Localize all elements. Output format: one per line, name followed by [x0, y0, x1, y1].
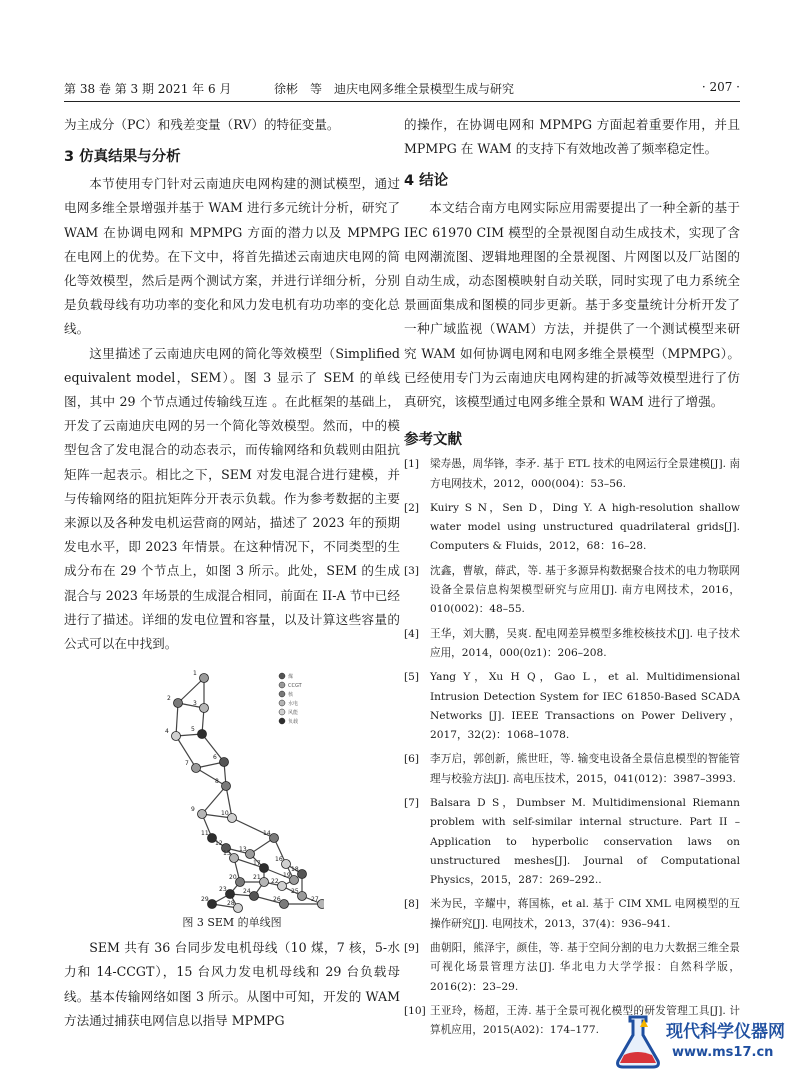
bus-node-label: 24 — [243, 888, 251, 896]
reference-item — [404, 794, 740, 890]
reference-number: [3] — [404, 564, 420, 577]
legend-swatch — [279, 718, 285, 724]
bus-node — [208, 900, 217, 909]
watermark — [608, 1011, 788, 1073]
bus-node — [174, 699, 183, 708]
bus-node — [246, 850, 255, 859]
bus-node — [172, 732, 181, 741]
reference-item — [404, 750, 740, 789]
bus-node — [228, 814, 237, 823]
bus-node — [236, 878, 245, 887]
bus-node-label: 17 — [253, 860, 261, 868]
right-column — [404, 113, 740, 1046]
bus-node-label: 11 — [201, 830, 209, 838]
bus-node — [260, 878, 269, 887]
bus-node-label: 25 — [291, 888, 299, 896]
reference-text: 梁寿愚，周华锋，李矛. 基于 ETL 技术的电网运行全景建模[J]. 南方电网技术，2012，000(004)：53–56. — [430, 458, 740, 490]
legend-label: 负载 — [288, 719, 299, 726]
reference-number: [2] — [404, 501, 420, 514]
paragraph: 为主成分（PC）和残差变量（RV）的特征变量。 — [64, 117, 340, 132]
running-header — [64, 76, 740, 100]
bus-node — [192, 764, 201, 773]
reference-text: Kuiry S N，Sen D，Ding Y. A high-resolution shallow water model using unstructured quadrilateral grids[J]. Computers & Fluids，2012，68：16–28. — [430, 501, 740, 553]
article-running-title: 徐彬 等 迪庆电网多维全景模型生成与研究 — [274, 82, 515, 96]
bus-node — [222, 782, 231, 791]
bus-node — [226, 890, 235, 899]
legend-label: 煤 — [288, 674, 294, 681]
section-heading: 4 结论 — [404, 173, 449, 190]
paragraph: 本文结合南方电网实际应用需要提出了一种全新的基于 IEC 61970 CIM 模型的全景视图自动生成技术，实现了含电网潮流图、逻辑地理图的全景视图、片网图以及厂站图的自动生成，动态图模映射自动关联，同时实现了电力系统全景画面集成和图模的同步更新。基于多变量统计分析开发了一种广域监视（WAM）方法，并提供了一个测试模型来研究 WAM 如何协调电网和电网多维全景模型（MPMPG）。已经使用专门为云南迪庆电网构建的折减等效模型进行了仿真研究，该模型通过电网多维全景和 WAM 进行了增强。 — [404, 200, 740, 410]
transmission-line — [176, 703, 178, 736]
bus-node — [278, 882, 287, 891]
bus-node-label: 28 — [227, 900, 235, 908]
bus-node — [298, 892, 307, 901]
journal-issue: 第 38 卷 第 3 期 2021 年 6 月 — [64, 82, 232, 96]
reference-number: [4] — [404, 627, 420, 640]
bus-node-label: 29 — [201, 896, 209, 904]
bus-node — [250, 892, 259, 901]
reference-text: 李万启，郭创新，熊世旺，等. 输变电设备全景信息模型的智能管理与校验方法[J]. 高电压技术，2015，041(012)：3987–3993. — [430, 753, 740, 785]
legend-swatch — [279, 691, 285, 697]
bus-node-label: 2 — [167, 695, 171, 703]
bus-node-label: 22 — [271, 878, 279, 886]
reference-text: 王亚玲，杨超，王涛. 基于全景可视化模型的研发管理工具[J]. 计算机应用，2015(A02)：174–177. — [430, 1004, 740, 1037]
bus-node — [298, 870, 307, 879]
legend-label: 核 — [288, 692, 294, 699]
legend-label: 水电 — [288, 701, 299, 708]
bus-node — [220, 758, 229, 767]
bus-node-label: 9 — [191, 806, 195, 814]
bus-node-label: 20 — [229, 874, 237, 882]
bus-node-label: 15 — [223, 850, 231, 858]
section-heading: 3 仿真结果与分析 — [64, 149, 181, 166]
transmission-line — [196, 768, 226, 786]
header-rule — [64, 101, 740, 102]
reference-item — [404, 499, 740, 557]
bus-node-label: 5 — [191, 726, 195, 734]
reference-item — [404, 625, 740, 664]
reference-number: [7] — [404, 796, 420, 809]
reference-text: Balsara D S，Dumbser M. Multidimensional Riemann problem with self-similar internal structure. Part II – Application to hyperbolic conservation laws on unstructured meshes[J]. Journal of Computational Physics，2015，287：269–292.. — [430, 796, 740, 887]
reference-list — [404, 455, 740, 1040]
reference-number: [5] — [404, 671, 420, 684]
bus-node-label: 3 — [193, 700, 197, 708]
bus-node — [280, 900, 289, 909]
bus-node-label: 8 — [215, 778, 219, 786]
legend-swatch — [279, 709, 285, 715]
reference-item — [404, 562, 740, 620]
bus-node-label: 23 — [219, 886, 227, 894]
bus-node-label: 27 — [311, 896, 319, 904]
page-number: · 207 · — [701, 80, 740, 94]
single-line-diagram — [164, 668, 324, 913]
bus-node — [198, 810, 207, 819]
reference-text: 王华，刘大鹏，吴爽. 配电网差异模型多维校核技术[J]. 电子技术应用，2014，000(0z1)：206–208. — [430, 627, 740, 659]
watermark-title: 现代科学仪器网 — [666, 1022, 785, 1042]
watermark-url: www.ms17.cn — [672, 1045, 774, 1060]
reference-item — [404, 668, 740, 745]
reference-text: Yang Y，Xu H Q，Gao L，et al. Multidimensional Intrusion Detection System for IEC 61850-Based SCADA Networks [J]. IEEE Transactions on Power Delivery，2017，32(2)：1068–1078. — [430, 671, 740, 742]
reference-number: [6] — [404, 753, 420, 766]
references-heading: 参考文献 — [404, 432, 462, 449]
legend-swatch — [279, 682, 285, 688]
legend-swatch — [279, 673, 285, 679]
flask-logo-icon — [608, 1011, 668, 1071]
bus-node — [230, 854, 239, 863]
bus-node-label: 21 — [253, 874, 261, 882]
reference-item — [404, 939, 740, 997]
bus-node-label: 1 — [193, 670, 197, 678]
reference-number: [8] — [404, 898, 420, 911]
bus-node — [260, 864, 269, 873]
bus-node — [198, 730, 207, 739]
bus-node-label: 6 — [213, 754, 217, 762]
paragraph: 这里描述了云南迪庆电网的简化等效模型（Simplified equivalent model，SEM）。图 3 显示了 SEM 的单线图，其中 29 个节点通过传输线互连 。在此框架的基础上，开发了云南迪庆电网的另一个简化等效模型。然而，中的模型包含了发电混合的动态表示，而传输网络和负载则由阻抗矩阵一起表示。相比之下，SEM 对发电混合进行建模，并与传输网络的阻抗矩阵分开表示负载。作为参考数据的主要来源以及各种发电机运营商的网站，描述了 2023 年的预期发电水平，即 2023 年情景。在这种情况下，不同类型的生成分布在 29 个节点上，如图 3 所示。此处，SEM 的生成混合与 2023 年场景的生成混合相同，前面在 II-A 节中已经进行了描述。详细的发电位置和容量，以及计算这些容量的公式可以在中找到。 — [64, 345, 400, 652]
left-column — [64, 113, 400, 1033]
bus-node — [234, 904, 243, 913]
bus-node-label: 13 — [239, 846, 247, 854]
reference-text: 曲朝阳，熊泽宇，颜佳，等. 基于空间分割的电力大数据三维全景可视化场景管理方法[J]. 华北电力大学学报：自然科学版，2016(2)：23–29. — [430, 942, 740, 993]
bus-node-label: 7 — [185, 760, 189, 768]
bus-node-label: 19 — [283, 872, 291, 880]
bus-node — [270, 834, 279, 843]
reference-text: 米为民，辛耀中，蒋国栋，et al. 基于 CIM XML 电网模型的互操作研究[J]. 电网技术，2013，37(4)：936–941. — [430, 898, 740, 930]
bus-node-label: 10 — [221, 810, 229, 818]
bus-node — [290, 876, 299, 885]
reference-item — [404, 455, 740, 494]
bus-node-label: 14 — [263, 830, 271, 838]
reference-number: [1] — [404, 458, 420, 471]
bus-node-label: 26 — [273, 896, 281, 904]
reference-number: [9] — [404, 942, 420, 955]
paragraph: 本节使用专门针对云南迪庆电网构建的测试模型，通过电网多维全景增强并基于 WAM 进行多元统计分析，研究了 WAM 在协调电网和 MPMPG 方面的潜力以及 MPMPG 在电网上的优势。在下文中，将首先描述云南迪庆电网的简化等效模型，然后是两个测试方案，并进行详细分析，分别是负载母线有功功率的变化和风力发电机有功功率的变化总线。 — [64, 176, 400, 337]
bus-node — [282, 860, 291, 869]
reference-text: 沈鑫，曹敏，薛武，等. 基于多源异构数据聚合技术的电力物联网设备全景信息构架模型研究与应用[J]. 南方电网技术，2016，010(002)：48–55. — [430, 564, 740, 616]
bus-node — [200, 674, 209, 683]
paragraph: SEM 共有 36 台同步发电机母线（10 煤，7 核，5-水力和 14-CCGT），15 台风力发电机母线和 29 台负载母线。基本传输网络如图 3 所示。从图中可知，开发的 WAM 方法通过捕获电网信息以指导 MPMPG — [64, 940, 400, 1028]
figure-caption: 图 3 SEM 的单线图 — [182, 916, 282, 930]
bus-node — [200, 704, 209, 713]
legend-label: 风能 — [288, 710, 299, 717]
bus-node-label: 16 — [275, 856, 283, 864]
legend-swatch — [279, 700, 285, 706]
paragraph: 的操作，在协调电网和 MPMPG 方面起着重要作用，并且 MPMPG 在 WAM 的支持下有效地改善了频率稳定性。 — [404, 117, 740, 157]
transmission-line — [178, 678, 204, 703]
legend-label: CCGT — [288, 683, 302, 690]
bus-node-label: 12 — [215, 840, 223, 848]
bus-node-label: 4 — [165, 728, 169, 736]
bus-node-label: 18 — [291, 866, 299, 874]
reference-number: [10] — [404, 1004, 426, 1017]
reference-item — [404, 895, 740, 934]
figure-3 — [64, 668, 400, 918]
